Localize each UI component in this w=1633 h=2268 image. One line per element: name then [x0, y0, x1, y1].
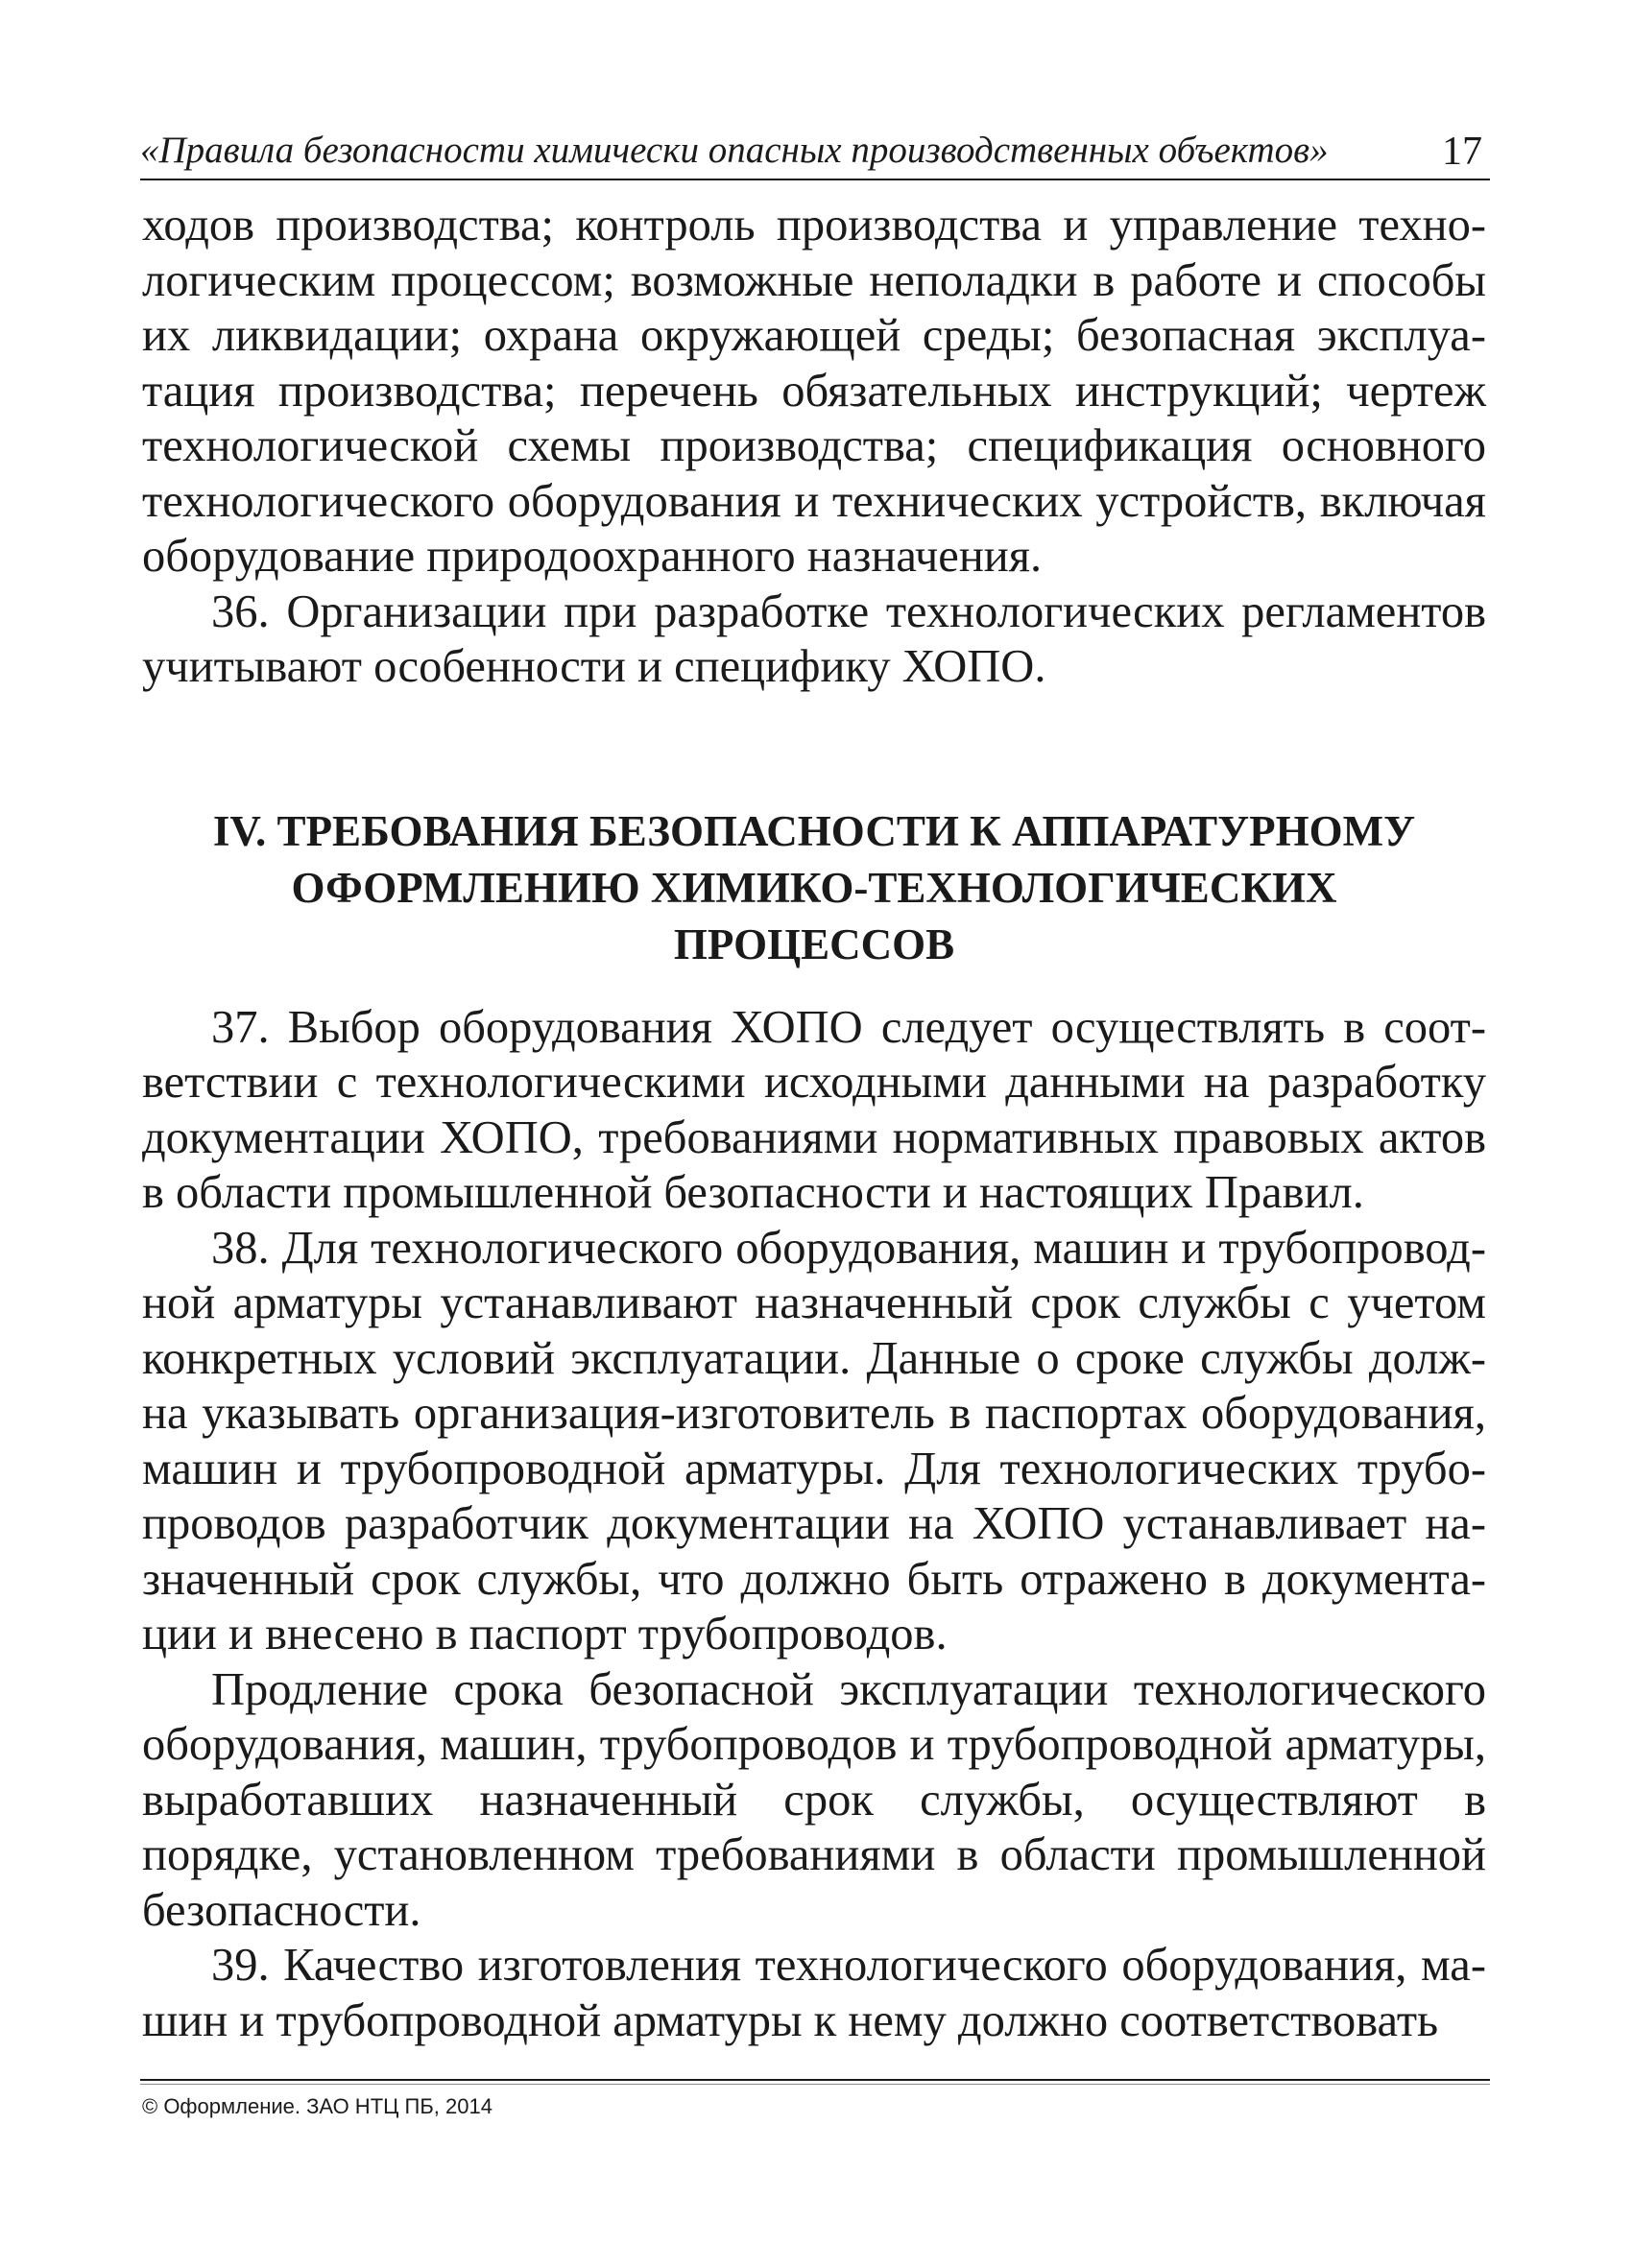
section-heading: [142, 803, 1486, 973]
paragraph-36: 36. Организации при разработке технологических регламентов учитывают особенности и специфику ХОПО.: [142, 585, 1486, 692]
footer-divider-thin: [140, 2084, 1490, 2085]
section-heading-line: ПРОЦЕССОВ: [673, 919, 955, 968]
footer-divider: [140, 2079, 1490, 2081]
section-heading-line: IV. ТРЕБОВАНИЯ БЕЗОПАСНОСТИ К АППАРАТУРНОМУ: [212, 806, 1416, 855]
paragraph-38-continued: Продление срока безопасной эксплуатации технологического оборудования, машин, трубопроводов и трубопроводной арматуры, выработавших назначенный срок службы, осуществляют в порядке, установленном требованиями в области промышленной безопасности.: [142, 1663, 1486, 1936]
section-heading-line: ОФОРМЛЕНИЮ ХИМИКО-ТЕХНОЛОГИЧЕСКИХ: [291, 863, 1337, 912]
page-header: [140, 123, 1490, 180]
paragraph-39: 39. Качество изготовления технологического оборудования, машин и трубопроводной арматуры к нему должно соответствовать: [142, 1940, 1486, 2046]
paragraph-37: 37. Выбор оборудования ХОПО следует осуществлять в соответствии с технологическими исходными данными на разработку документации ХОПО, требованиями нормативных правовых актов в области промышленной безопасности и настоящих Правил.: [142, 1001, 1486, 1218]
page-number: 17: [1442, 130, 1482, 174]
paragraph-38: 38. Для технологического оборудования, машин и трубопроводной арматуры устанавливают назначенный срок службы с учетом конкретных условий эксплуатации. Данные о сроке службы должна указывать организация-изготовитель в паспортах оборудования, машин и трубопроводной арматуры. Для технологических трубопроводов разработчик документации на ХОПО устанавливает назначенный срок службы, что должно быть отражено в документации и внесено в паспорт трубопроводов.: [142, 1222, 1486, 1659]
page-body: [142, 198, 1486, 2048]
copyright-notice: © Оформление. ЗАО НТЦ ПБ, 2014: [142, 2094, 492, 2118]
running-title: «Правила безопасности химически опасных производственных объектов»: [140, 130, 1329, 171]
paragraph-continuation: ходов производства; контроль производства и управление технологическим процессом; возможные неполадки в работе и способы их ликвидации; охрана окружающей среды; безопасная эксплуатация производства; перечень обязательных инструкций; чертеж технологической схемы производства; спецификация основного технологического оборудования и технических устройств, включая оборудование природоохранного назначения.: [142, 200, 1486, 582]
